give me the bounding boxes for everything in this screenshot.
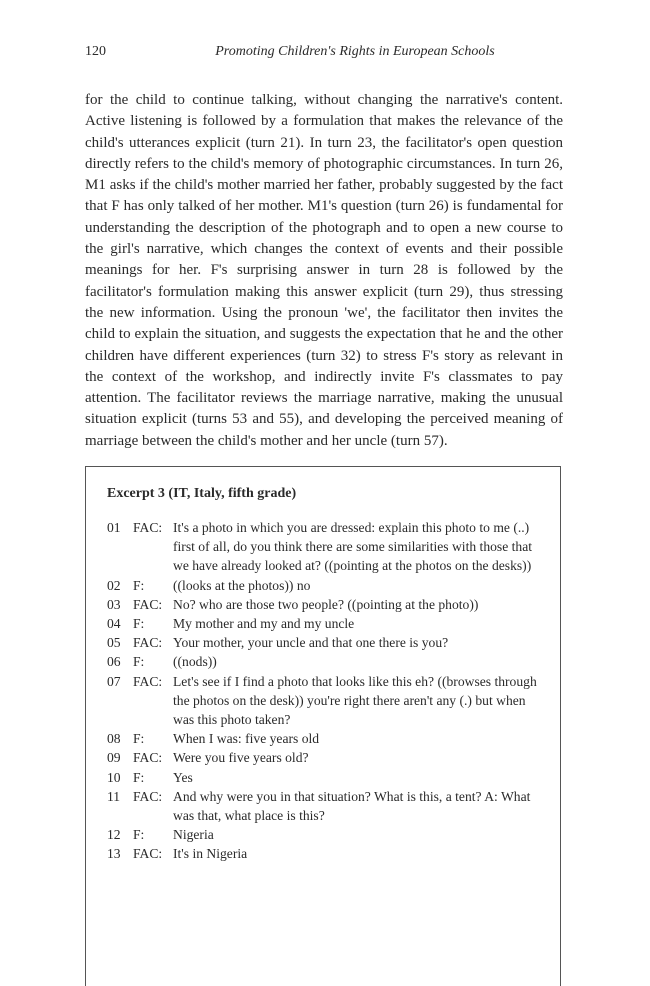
turn-text: Let's see if I find a photo that looks like this eh? ((browses through the photos on the desk)) you're right there aren't any (.) but when was this photo taken? [173,673,537,728]
transcript-turn [107,748,548,767]
turn-text: Were you five years old? [173,750,309,766]
transcript [107,518,548,864]
turn-number: 09 [107,750,121,766]
turn-number: 01 [107,520,121,535]
transcript-turn [107,595,548,614]
transcript-turn [107,652,548,671]
transcript-turn [107,518,548,576]
turn-speaker: F: [133,731,145,747]
running-title: Promoting Children's Rights in European Schools [215,44,495,59]
turn-number: 03 [107,596,121,612]
turn-number: 12 [107,827,121,843]
turn-text: My mother and my and my uncle [173,616,355,632]
turn-text: It's in Nigeria [173,846,248,862]
turn-text: Yes [173,769,193,785]
turn-text: When I was: five years old [173,731,320,747]
excerpt-box [85,466,561,986]
transcript-turn [107,825,548,844]
turn-speaker: FAC: [133,520,163,535]
turn-text: Nigeria [173,827,214,843]
turn-speaker: F: [133,616,145,632]
turn-number: 07 [107,673,121,689]
turn-text: It's a photo in which you are dressed: explain this photo to me (..) first of all, do you think there are some similarities with those that we have already looked at? ((pointing at the photos on the desks)) [173,520,533,574]
page-number: 120 [85,44,106,59]
transcript-turn [107,614,548,633]
turn-speaker: FAC: [133,635,163,651]
turn-number: 08 [107,731,121,747]
turn-text: No? who are those two people? ((pointing at the photo)) [173,596,479,612]
turn-text: ((nods)) [173,654,217,670]
turn-speaker: FAC: [133,596,163,612]
page-header [85,44,565,64]
body-paragraph: for the child to continue talking, without changing the narrative's content. Active listening is followed by a formulation that makes the relevance of the child's utterances explicit (turn 21). In turn 23, the facilitator's open question directly refers to the child's memory of photographic circumstances. In turn 26, M1 asks if the child's mother married her father, probably suggested by the fact that F has only talked of her mother. M1's question (turn 26) is fundamental for understanding the description of the photograph and to open a new course to the girl's narrative, which changes the context of events and their possible meanings for her. F's surprising answer in turn 28 is followed by the facilitator's formulation making this answer explicit (turn 29), thus stressing the new information. Using the pronoun 'we', the facilitator then invites the child to explain the situation, and suggests the expectation that he and the other children have different experiences (turn 32) to stress F's story as relevant in the context of the workshop, and indirectly invite F's classmates to pay attention. The facilitator reviews the marriage narrative, making the unusual situation explicit (turns 53 and 55), and developing the perceived meaning of marriage between the child's mother and her uncle (turn 57). [85,92,563,449]
excerpt-title: Excerpt 3 (IT, Italy, fifth grade) [107,486,297,501]
turn-number: 13 [107,846,121,862]
turn-number: 10 [107,769,121,785]
transcript-turn [107,844,548,863]
turn-number: 11 [107,788,121,804]
turn-number: 05 [107,635,121,651]
turn-number: 04 [107,616,121,632]
turn-speaker: F: [133,769,145,785]
turn-text: ((looks at the photos)) no [173,577,311,593]
transcript-turn [107,768,548,787]
turn-speaker: FAC: [133,673,163,689]
turn-speaker: F: [133,577,145,593]
turn-number: 06 [107,654,121,670]
turn-text: And why were you in that situation? What is this, a tent? A: What was that, what place is this? [173,788,531,824]
turn-speaker: F: [133,827,145,843]
turn-speaker: F: [133,654,145,670]
turn-speaker: FAC: [133,788,163,804]
transcript-turn [107,576,548,595]
transcript-turn [107,729,548,748]
transcript-turn [107,672,548,730]
turn-speaker: FAC: [133,750,163,766]
turn-text: Your mother, your uncle and that one there is you? [173,635,449,651]
transcript-turn [107,633,548,652]
transcript-turn [107,787,548,825]
turn-speaker: FAC: [133,846,163,862]
turn-number: 02 [107,577,121,593]
